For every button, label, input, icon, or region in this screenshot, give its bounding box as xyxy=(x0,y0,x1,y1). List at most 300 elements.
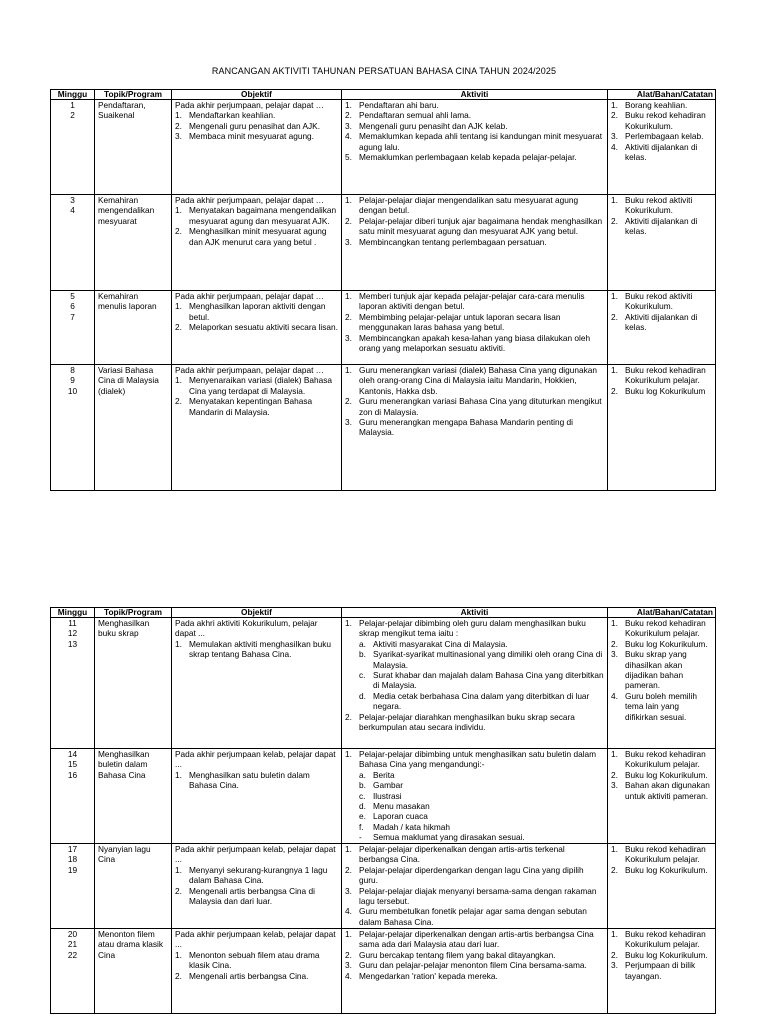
materials-cell xyxy=(608,618,716,749)
item-text: Menyanyi sekurang-kurangnya 1 lagu dalam Bahasa Cina. xyxy=(189,864,328,886)
item-text: Buku rekod kehadiran Kokurikulum pelajar. xyxy=(625,618,706,639)
list-item xyxy=(175,950,338,971)
item-text: Mengenali guru penasihat dan AJK. xyxy=(189,120,320,131)
table-header-row xyxy=(51,90,716,100)
item-text: Aktiviti masyarakat Cina di Malaysia. xyxy=(373,638,508,649)
topic-cell: Menonton filem atau drama klasik Cina xyxy=(95,929,172,1014)
objective-intro: Pada akhir perjumpaan kelab, pelajar dapat ... xyxy=(175,929,336,950)
list-item xyxy=(345,195,604,216)
list-item xyxy=(611,929,712,950)
item-text: Guru menerangkan mengapa Bahasa Mandarin penting di Malaysia. xyxy=(359,417,574,438)
item-marker: d. xyxy=(359,801,366,812)
objective-intro: Pada akhir perjumpaan, pelajar dapat … xyxy=(175,365,324,375)
list-item xyxy=(611,142,712,163)
item-text: Buku rekod kehadiran Kokurikulum pelajar. xyxy=(625,365,706,386)
list-item xyxy=(175,865,338,886)
objective-cell xyxy=(172,100,342,195)
materials-cell xyxy=(608,291,716,365)
item-marker: 4. xyxy=(345,970,352,981)
activity-list xyxy=(345,100,604,162)
week-number: 13 xyxy=(67,638,78,649)
week-number: 1 xyxy=(70,100,75,110)
item-marker: 2. xyxy=(175,226,182,237)
week-number: 17 xyxy=(67,844,78,854)
item-text: Pelajar-pelajar diberi tunjuk ajar bagaimana hendak menghasilkan satu minit mesyuarat agung dan mesyuarat AJK yang betul. xyxy=(359,215,603,237)
activity-cell xyxy=(342,844,608,929)
item-marker: 1. xyxy=(611,100,618,110)
item-marker: d. xyxy=(359,690,366,701)
item-marker: 1. xyxy=(345,365,352,375)
list-item xyxy=(175,205,338,226)
item-marker: 1. xyxy=(345,195,352,205)
list-item xyxy=(345,749,604,770)
objective-intro: Pada akhir perjumpaan kelab, pelajar dapat ... xyxy=(175,844,336,865)
week-cell xyxy=(51,929,95,1014)
item-marker: 2. xyxy=(345,949,352,960)
objective-cell xyxy=(172,929,342,1014)
item-marker: 3. xyxy=(611,960,618,971)
list-item xyxy=(175,322,338,332)
item-marker: 1. xyxy=(175,769,182,780)
item-text: Surat khabar dan majalah dalam Bahasa Cina yang diterbitkan di Malaysia. xyxy=(373,670,604,691)
item-text: Menghasilkan laporan aktiviti dengan betul. xyxy=(189,301,326,322)
list-item xyxy=(611,216,712,237)
topic-cell: Menghasilkan buletin dalam Bahasa Cina xyxy=(95,749,172,844)
week-cell xyxy=(51,195,95,291)
objective-cell xyxy=(172,844,342,929)
activity-plan-table-2 xyxy=(50,607,716,1014)
item-text: Buku log Kokurikulum. xyxy=(625,638,708,649)
header-alat: Alat/Bahan/Catatan xyxy=(608,608,716,618)
item-marker: 1. xyxy=(175,864,182,875)
item-text: Guru menerangkan variasi Bahasa Cina yang dituturkan mengikut zon di Malaysia. xyxy=(359,396,602,417)
week-cell xyxy=(51,100,95,195)
item-marker: 1. xyxy=(175,638,182,649)
table-row xyxy=(51,365,716,491)
week-number: 21 xyxy=(67,939,78,950)
item-text: Menyenaraikan variasi (dialek) Bahasa Cina yang terdapat di Malaysia. xyxy=(189,375,332,396)
activity-plan-table-1 xyxy=(50,89,716,491)
item-marker: 4. xyxy=(345,131,352,142)
item-text: Buku skrap yang dihasilkan akan dijadikan bahan pameran. xyxy=(625,649,687,691)
item-text: Pelajar-pelajar diajak menyanyi bersama-sama dengan rakaman lagu tersebut. xyxy=(359,885,597,907)
sub-item xyxy=(345,780,604,790)
list-item xyxy=(611,950,712,960)
item-marker: 4. xyxy=(345,906,352,917)
list-item xyxy=(345,237,604,247)
item-text: Buku rekod aktiviti Kokurikulum. xyxy=(625,195,693,216)
table-row xyxy=(51,291,716,365)
item-marker: 2. xyxy=(611,215,618,226)
objective-list xyxy=(175,770,338,791)
week-number: 18 xyxy=(67,854,78,865)
item-marker: 2. xyxy=(611,385,618,396)
item-text: Menghasilkan minit mesyuarat agung dan AJK menurut cara yang betul . xyxy=(189,226,327,247)
sub-item xyxy=(345,770,604,780)
item-text: Menghasilkan satu buletin dalam Bahasa Cina. xyxy=(189,769,310,791)
item-text: Ilustrasi xyxy=(373,790,402,801)
item-text: Memaklumkan kepada ahli tentang isi kandungan minit mesyuarat agung lalu. xyxy=(359,131,603,152)
objective-cell xyxy=(172,749,342,844)
list-item xyxy=(611,649,712,691)
item-text: Membincangkan tentang perlembagaan persatuan. xyxy=(359,236,547,247)
item-marker: - xyxy=(359,832,362,843)
item-marker: 2. xyxy=(175,396,182,407)
materials-list xyxy=(611,100,712,162)
list-item xyxy=(611,865,712,875)
item-marker: 3. xyxy=(611,649,618,660)
week-number: 19 xyxy=(67,864,78,875)
item-marker: 3. xyxy=(345,332,352,343)
item-marker: 2. xyxy=(175,120,182,131)
item-text: Perjumpaan di bilik tayangan. xyxy=(625,960,696,981)
activity-cell xyxy=(342,100,608,195)
item-marker: 2. xyxy=(175,970,182,981)
list-item xyxy=(611,131,712,141)
item-text: Membimbing pelajar-pelajar untuk laporan secara lisan menggunakan laras bahasa yang betul. xyxy=(359,311,561,333)
week-number: 16 xyxy=(67,769,78,780)
item-text: Guru dan pelajar-pelajar menonton filem Cina bersama-sama. xyxy=(359,960,587,971)
objective-list xyxy=(175,639,338,660)
list-item xyxy=(175,770,338,791)
item-text: Pendaftaran ahi baru. xyxy=(359,100,439,110)
item-marker: 3. xyxy=(345,885,352,896)
item-marker: f. xyxy=(359,821,364,832)
table-row xyxy=(51,100,716,195)
item-text: Aktiviti dijalankan di kelas. xyxy=(625,141,698,163)
materials-cell xyxy=(608,749,716,844)
item-text: Guru boleh memilih tema lain yang difikirkan sesuai. xyxy=(625,690,697,722)
item-text: Pelajar-pelajar diarahkan menghasilkan buku skrap secara berkumpulan atau secara individu. xyxy=(359,711,575,733)
item-marker: 2. xyxy=(175,885,182,896)
item-marker: 1. xyxy=(345,618,352,628)
table-row xyxy=(51,618,716,749)
item-marker: 2. xyxy=(611,110,618,121)
item-text: Memaklumkan perlembagaan kelab kepada pelajar-pelajar. xyxy=(359,152,577,163)
item-text: Guru bercakap tentang filem yang bakal ditayangkan. xyxy=(359,949,556,960)
item-text: Buku rekod kehadiran Kokurikulum pelajar. xyxy=(625,749,706,770)
list-item xyxy=(611,618,712,639)
item-text: Buku rekod kehadiran Kokurikulum pelajar. xyxy=(625,929,706,950)
objective-cell xyxy=(172,291,342,365)
activity-list xyxy=(345,365,604,438)
activity-list xyxy=(345,195,604,247)
item-marker: 4. xyxy=(611,141,618,152)
item-marker: 2. xyxy=(345,864,352,875)
item-marker: 2. xyxy=(611,949,618,960)
item-text: Membaca minit mesyuarat agung. xyxy=(189,131,314,142)
item-text: Pelajar-pelajar dibimbing untuk menghasilkan satu buletin dalam Bahasa Cina yang mengandungi:- xyxy=(359,749,597,770)
activity-list xyxy=(345,929,604,981)
table-row xyxy=(51,195,716,291)
item-text: Aktiviti dijalankan di kelas. xyxy=(625,215,698,237)
list-item xyxy=(611,365,712,386)
item-marker: 3. xyxy=(611,780,618,791)
item-marker: 2. xyxy=(175,322,182,333)
list-item xyxy=(175,121,338,131)
list-item xyxy=(611,691,712,722)
list-item xyxy=(345,312,604,333)
item-text: Borang keahlian. xyxy=(625,100,688,110)
list-item xyxy=(611,100,712,110)
header-topik: Topik/Program xyxy=(95,90,172,100)
activity-cell xyxy=(342,929,608,1014)
item-text: Menu masakan xyxy=(373,801,430,812)
week-number: 3 xyxy=(70,195,75,205)
item-marker: 1. xyxy=(611,291,618,301)
item-text: Memberi tunjuk ajar kepada pelajar-pelajar cara-cara menulis laporan aktiviti dengan betul. xyxy=(359,291,585,312)
objective-list xyxy=(175,375,338,417)
materials-cell xyxy=(608,929,716,1014)
item-marker: 4. xyxy=(611,690,618,701)
activity-list xyxy=(345,618,604,732)
item-text: Perlembagaan kelab. xyxy=(625,131,704,142)
list-item xyxy=(345,333,604,354)
topic-cell: Menghasilkan buku skrap xyxy=(95,618,172,749)
materials-list xyxy=(611,749,712,801)
item-marker: 1. xyxy=(611,844,618,854)
item-text: Pelajar-pelajar diperdengarkan dengan lagu Cina yang dipilih guru. xyxy=(359,864,584,886)
sub-item xyxy=(345,801,604,811)
materials-cell xyxy=(608,100,716,195)
item-text: Aktiviti dijalankan di kelas. xyxy=(625,311,698,333)
week-number: 8 xyxy=(70,365,75,375)
list-item xyxy=(345,906,604,927)
item-text: Buku rekod kehadiran Kokurikulum. xyxy=(625,110,706,131)
item-text: Berita xyxy=(373,769,395,780)
item-marker: 1. xyxy=(175,301,182,312)
list-item xyxy=(345,865,604,886)
list-item xyxy=(345,216,604,237)
sub-item xyxy=(345,791,604,801)
week-number: 7 xyxy=(70,311,75,322)
item-marker: 1. xyxy=(345,844,352,854)
week-cell xyxy=(51,365,95,491)
objective-intro: Pada akhri aktiviti Kokurikulum, pelajar dapat ... xyxy=(175,618,318,639)
item-marker: 1. xyxy=(175,110,182,121)
list-item xyxy=(345,712,604,733)
item-marker: 1. xyxy=(611,195,618,205)
item-marker: 1. xyxy=(345,929,352,939)
activity-cell xyxy=(342,291,608,365)
materials-list xyxy=(611,618,712,722)
week-cell xyxy=(51,749,95,844)
item-text: Media cetak berbahasa Cina dalam yang diterbitkan di luar negara. xyxy=(373,690,590,712)
week-number: 12 xyxy=(67,628,78,639)
item-text: Laporan cuaca xyxy=(373,811,428,822)
list-item xyxy=(175,301,338,322)
item-text: Buku rekod kehadiran Kokurikulum pelajar. xyxy=(625,844,706,865)
header-topik: Topik/Program xyxy=(95,608,172,618)
item-marker: a. xyxy=(359,638,366,649)
item-text: Guru membetulkan fonetik pelajar agar sama dengan sebutan dalam Bahasa Cina. xyxy=(359,906,587,927)
list-item xyxy=(611,195,712,216)
item-text: Membincangkan apakah kesa-lahan yang biasa dilakukan oleh orang yang melaporkan sesuatu aktiviti. xyxy=(359,332,591,354)
list-item xyxy=(175,226,338,247)
week-number: 10 xyxy=(67,385,78,396)
item-marker: c. xyxy=(359,670,366,681)
week-number: 2 xyxy=(70,110,75,121)
sub-item xyxy=(345,639,604,649)
item-text: Buku log Kokurikulum. xyxy=(625,769,708,780)
objective-list xyxy=(175,301,338,332)
table-row xyxy=(51,929,716,1014)
sub-item xyxy=(345,822,604,832)
header-objektif: Objektif xyxy=(172,608,342,618)
activity-list xyxy=(345,749,604,843)
item-text: Mengenali guru penasiht dan AJK kelab. xyxy=(359,120,508,131)
topic-cell: Nyanyian lagu Cina xyxy=(95,844,172,929)
item-text: Pelajar-pelajar dibimbing oleh guru dalam menghasilkan buku skrap mengikut tema iaitu : xyxy=(359,618,586,639)
activity-cell xyxy=(342,618,608,749)
item-text: Melaporkan sesuatu aktiviti secara lisan. xyxy=(189,322,338,333)
header-minggu: Minggu xyxy=(51,90,95,100)
topic-cell: Pendaftaran, Suaikenal xyxy=(95,100,172,195)
list-item xyxy=(345,152,604,162)
list-item xyxy=(345,110,604,120)
activity-cell xyxy=(342,195,608,291)
item-marker: 2. xyxy=(345,311,352,322)
list-item xyxy=(611,312,712,333)
objective-intro: Pada akhir perjumpaan, pelajar dapat … xyxy=(175,195,324,205)
materials-cell xyxy=(608,844,716,929)
list-item xyxy=(345,971,604,981)
list-item xyxy=(611,960,712,981)
list-item xyxy=(345,960,604,970)
objective-list xyxy=(175,110,338,141)
week-number: 6 xyxy=(70,301,75,312)
list-item xyxy=(345,929,604,950)
item-marker: c. xyxy=(359,790,366,801)
list-item xyxy=(345,618,604,639)
item-text: Menonton sebuah filem atau drama klasik Cina. xyxy=(189,949,320,971)
item-marker: 1. xyxy=(611,365,618,375)
objective-list xyxy=(175,865,338,907)
materials-list xyxy=(611,844,712,875)
activity-cell xyxy=(342,365,608,491)
item-text: Syarikat-syarikat multinasional yang dimiliki oleh orang Cina di Malaysia. xyxy=(373,649,603,670)
item-marker: 3. xyxy=(345,417,352,428)
list-item xyxy=(345,365,604,396)
sub-item xyxy=(345,670,604,691)
header-minggu: Minggu xyxy=(51,608,95,618)
item-text: Madah / kata hikmah xyxy=(373,821,451,832)
list-item xyxy=(611,386,712,396)
item-marker: 1. xyxy=(175,205,182,216)
list-item xyxy=(345,417,604,438)
item-marker: 2. xyxy=(611,311,618,322)
list-item xyxy=(611,291,712,312)
list-item xyxy=(345,844,604,865)
item-marker: 2. xyxy=(345,215,352,226)
item-text: Memulakan aktiviti menghasilkan buku skrap tentang Bahasa Cina. xyxy=(189,638,332,660)
sub-item xyxy=(345,832,604,842)
list-item xyxy=(175,375,338,396)
table-row xyxy=(51,844,716,929)
item-marker: 1. xyxy=(345,749,352,759)
objective-cell xyxy=(172,195,342,291)
item-text: Menyatakan bagaimana mengendalikan mesyuarat agung dan mesyuarat AJK. xyxy=(189,205,337,226)
activity-list xyxy=(345,844,604,927)
list-item xyxy=(611,770,712,780)
list-item xyxy=(345,121,604,131)
list-item xyxy=(345,131,604,152)
document-title: RANCANGAN AKTIVITI TAHUNAN PERSATUAN BAHASA CINA TAHUN 2024/2025 xyxy=(211,66,557,76)
week-cell xyxy=(51,618,95,749)
item-marker: e. xyxy=(359,811,366,822)
item-marker: 1. xyxy=(345,100,352,110)
item-marker: 3. xyxy=(345,120,352,131)
list-item xyxy=(345,396,604,417)
list-item xyxy=(345,950,604,960)
list-item xyxy=(611,844,712,865)
materials-list xyxy=(611,195,712,237)
item-marker: b. xyxy=(359,780,366,791)
list-item xyxy=(611,749,712,770)
header-objektif: Objektif xyxy=(172,90,342,100)
objective-list xyxy=(175,950,338,981)
item-marker: 1. xyxy=(345,291,352,301)
list-item xyxy=(175,886,338,907)
table-header-row xyxy=(51,608,716,618)
item-text: Pelajar-pelajar diajar mengendalikan satu mesyuarat agung dengan betul. xyxy=(359,195,579,216)
objective-cell xyxy=(172,618,342,749)
header-aktiviti: Aktiviti xyxy=(342,90,608,100)
item-marker: 1. xyxy=(611,749,618,759)
week-cell xyxy=(51,844,95,929)
item-text: Buku rekod aktiviti Kokurikulum. xyxy=(625,291,693,312)
list-item xyxy=(175,639,338,660)
list-item xyxy=(611,639,712,649)
week-number: 11 xyxy=(68,618,77,628)
header-aktiviti: Aktiviti xyxy=(342,608,608,618)
item-marker: 2. xyxy=(611,638,618,649)
week-number: 14 xyxy=(67,749,78,759)
item-marker: 2. xyxy=(611,769,618,780)
item-text: Pelajar-pelajar diperkenalkan dengan artis-artis berbangsa Cina sama ada dari Malaysia atau dari luar. xyxy=(359,929,594,950)
item-marker: 3. xyxy=(611,131,618,142)
materials-list xyxy=(611,291,712,333)
list-item xyxy=(611,110,712,131)
item-marker: 3. xyxy=(175,131,182,142)
list-item xyxy=(175,131,338,141)
week-number: 15 xyxy=(67,759,78,770)
objective-intro: Pada akhir perjumpaan, pelajar dapat … xyxy=(175,291,324,301)
item-text: Semua maklumat yang dirasakan sesuai. xyxy=(373,832,525,843)
week-number: 5 xyxy=(70,291,75,301)
week-cell xyxy=(51,291,95,365)
item-marker: b. xyxy=(359,649,366,660)
activity-list xyxy=(345,291,604,353)
objective-intro: Pada akhir perjumpaan kelab, pelajar dapat ... xyxy=(175,749,336,770)
item-marker: a. xyxy=(359,769,366,780)
item-text: Buku log Kokurikulum. xyxy=(625,864,708,875)
sub-item xyxy=(345,811,604,821)
objective-cell xyxy=(172,365,342,491)
topic-cell: Variasi Bahasa Cina di Malaysia (dialek) xyxy=(95,365,172,491)
item-marker: 1. xyxy=(611,929,618,939)
topic-cell: Kemahiran menulis laporan xyxy=(95,291,172,365)
item-marker: 3. xyxy=(345,960,352,971)
item-marker: 2. xyxy=(345,396,352,407)
item-text: Mengedarkan 'ration' kepada mereka. xyxy=(359,970,498,981)
table-row xyxy=(51,749,716,844)
item-text: Gambar xyxy=(373,780,403,791)
week-number: 20 xyxy=(67,929,78,939)
item-marker: 1. xyxy=(611,618,618,628)
materials-list xyxy=(611,929,712,981)
item-text: Pendaftaran semual ahli lama. xyxy=(359,110,472,121)
